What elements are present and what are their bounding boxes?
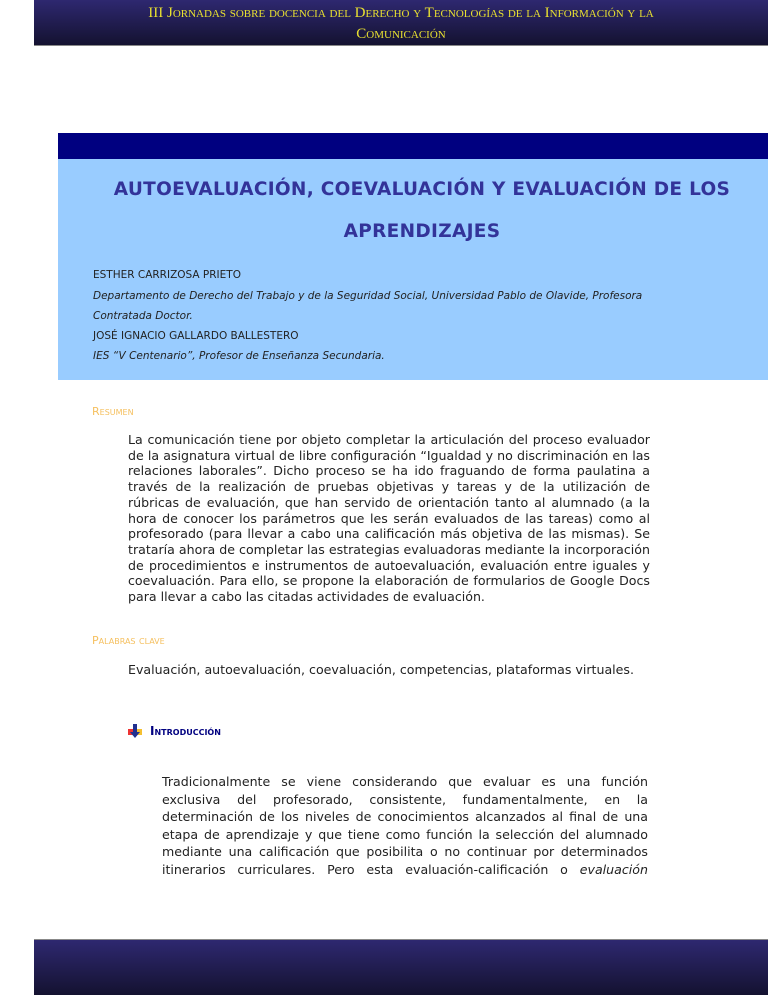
author-name: ESTHER CARRIZOSA PRIETO bbox=[93, 269, 241, 281]
footer-bar bbox=[34, 939, 768, 995]
author-affiliation: IES “V Centenario”, Profesor de Enseñanza Secundaria. bbox=[93, 350, 385, 362]
paper-title-line-2: APRENDIZAJES bbox=[343, 221, 501, 242]
header-line-1: III Jornadas sobre docencia del Derecho y Tecnologías de la Información y la bbox=[148, 5, 654, 21]
introduction-body bbox=[162, 773, 648, 879]
body-line bbox=[162, 861, 648, 879]
title-band bbox=[58, 133, 768, 159]
keywords-text: Evaluación, autoevaluación, coevaluación, competencias, plataformas virtuales. bbox=[128, 662, 634, 677]
author-name: JOSÉ IGNACIO GALLARDO BALLESTERO bbox=[93, 330, 299, 342]
introduction-title: Introducción bbox=[150, 724, 221, 738]
body-line: etapa de aprendizaje y que tiene como función la selección del alumnado bbox=[162, 826, 648, 842]
body-line: mediante una calificación que posibilita o no continuar por determinados bbox=[162, 844, 648, 860]
body-line-italic: evaluación bbox=[579, 861, 648, 877]
keywords-heading: Palabras clave bbox=[92, 634, 165, 647]
body-line: determinación de los niveles de conocimientos alcanzados al final de una bbox=[162, 809, 648, 825]
body-line-text: itinerarios curriculares. Pero esta evaluación-calificación o bbox=[162, 861, 568, 877]
author-affiliation: Contratada Doctor. bbox=[93, 310, 193, 322]
bullet-arrow-icon bbox=[128, 724, 142, 738]
header-line-2: Comunicación bbox=[356, 26, 446, 42]
paper-title-line-1: AUTOEVALUACIÓN, COEVALUACIÓN Y EVALUACIÓN DE LOS bbox=[113, 179, 731, 200]
introduction-heading bbox=[128, 724, 221, 738]
body-line: exclusiva del profesorado, consistente, fundamentalmente, en la bbox=[162, 791, 648, 807]
resumen-heading: Resumen bbox=[92, 405, 134, 418]
body-line: Tradicionalmente se viene considerando que evaluar es una función bbox=[162, 774, 648, 789]
conference-header bbox=[34, 0, 768, 46]
title-block bbox=[58, 159, 768, 380]
author-affiliation: Departamento de Derecho del Trabajo y de la Seguridad Social, Universidad Pablo de Olavide, Profesora bbox=[93, 290, 643, 302]
abstract-text: La comunicación tiene por objeto completar la articulación del proceso evaluador de la asignatura virtual de libre configuración “Igualdad y no discriminación en las relaciones laborales”. Dicho proceso se ha ido fraguando de forma paulatina a través de la realización de pruebas objetivas y tareas y de la utilización de rúbricas de evaluación, que han servido de orientación tanto al alumnado (a la hora de conocer los parámetros que les serán evaluados de las tareas) como al profesorado (para llevar a cabo una calificación más objetiva de las mismas). Se trataría ahora de completar las estrategias evaluadoras mediante la incorporación de procedimientos e instrumentos de autoevaluación, evaluación entre iguales y coevaluación. Para ello, se propone la elaboración de formularios de Google Docs para llevar a cabo las citadas actividades de evaluación. bbox=[128, 432, 650, 605]
